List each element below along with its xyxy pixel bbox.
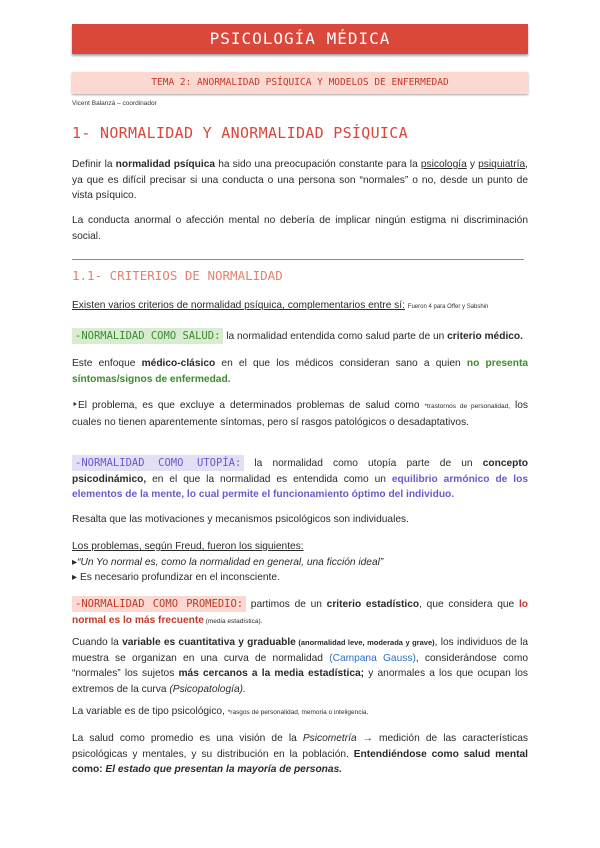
paragraph-salud-problema: ‣El problema, es que excluye a determinados problemas de salud como *trastornos de personalidad, los cuales no tienen aparentemente síntomas, pero sí rasgos patológicos o desadaptativos.	[72, 400, 528, 428]
link-psiquiatria[interactable]: psiquiatría	[478, 159, 526, 170]
tag-normalidad-promedio: -NORMALIDAD COMO PROMEDIO:	[72, 596, 246, 612]
paragraph-definition: Definir la normalidad psíquica ha sido una preocupación constante para la psicología y psiquiatría, ya que es difícil precisar si una conducta o una persona son “normales” o no, desde un punto de vista psíquico.	[72, 159, 528, 201]
section-divider	[72, 259, 524, 260]
document-title: PSICOLOGÍA MÉDICA	[72, 24, 528, 54]
paragraph-stigma: La conducta anormal o afección mental no debería de implicar ningún estigma ni discriminación social.	[72, 215, 528, 242]
tag-normalidad-salud: -NORMALIDAD COMO SALUD:	[72, 328, 223, 344]
topic-subtitle: TEMA 2: ANORMALIDAD PSÍQUICA Y MODELOS DE ENFERMEDAD	[72, 72, 528, 94]
paragraph-promedio-variable: Cuando la variable es cuantitativa y graduable (anormalidad leve, moderada y grave), los individuos de la muestra se organizan en una curva de normalidad (Campana Gauss), considerándose como “normales” los sujetos más cercanos a la media estadística; y anormales a los que ocupan los extremos de la curva (Psicopatología).	[72, 637, 528, 695]
section-heading-1-1: 1.1- CRITERIOS DE NORMALIDAD	[72, 268, 283, 283]
coordinator-note: Vicent Balanzá – coordinador	[72, 100, 157, 107]
link-psicologia[interactable]: psicología	[420, 159, 467, 170]
paragraph-utopia-individual: Resalta que las motivaciones y mecanismos psicológicos son individuales.	[72, 514, 409, 525]
paragraph-salud: -NORMALIDAD COMO SALUD: la normalidad entendida como salud parte de un criterio médico.	[72, 329, 528, 345]
paragraph-promedio-tipo: La variable es de tipo psicológico, *rasgos de personalidad, memoria o inteligencia.	[72, 706, 369, 717]
paragraph-salud-enfoque: Este enfoque médico-clásico en el que los médicos consideran sano a quien no presenta síntomas/signos de enfermedad.	[72, 358, 528, 385]
paragraph-utopia: -NORMALIDAD COMO UTOPÍA: la normalidad como utopía parte de un concepto psicodinámico, en el que la normalidad es entendida como un equilibrio armónico de los elementos de la mente, lo cual permite el funcionamiento óptimo del individuo.	[72, 457, 529, 500]
paragraph-criteria-intro: Existen varios criterios de normalidad psíquica, complementarios entre sí: Fueron 4 para Offer y Sabshin	[72, 300, 489, 311]
criteria-note: Fueron 4 para Offer y Sabshin	[407, 304, 489, 310]
paragraph-promedio: -NORMALIDAD COMO PROMEDIO: partimos de un criterio estadístico, que considera que lo normal es lo más frecuente (media estadística).	[72, 598, 528, 626]
list-item: ▸ Es necesario profundizar en el inconsciente.	[72, 572, 280, 583]
list-item: ▸“Un Yo normal es, como la normalidad en general, una ficción ideal”	[72, 556, 384, 568]
paragraph-freud-problems: Los problemas, según Freud, fueron los siguientes: ▸“Un Yo normal es, como la normalidad en general, una ficción ideal” ▸ Es necesario profundizar en el inconsciente.	[72, 539, 528, 586]
paragraph-psicometria: La salud como promedio es una visión de la Psicometría → medición de las características psicológicas y mentales, y su distribución en la población. Entendiéndose como salud mental como: El estado que presentan la mayoría de personas.	[72, 733, 528, 775]
tag-normalidad-utopia: -NORMALIDAD COMO UTOPÍA:	[72, 455, 244, 471]
section-heading-1: 1- NORMALIDAD Y ANORMALIDAD PSÍQUICA	[72, 124, 408, 142]
